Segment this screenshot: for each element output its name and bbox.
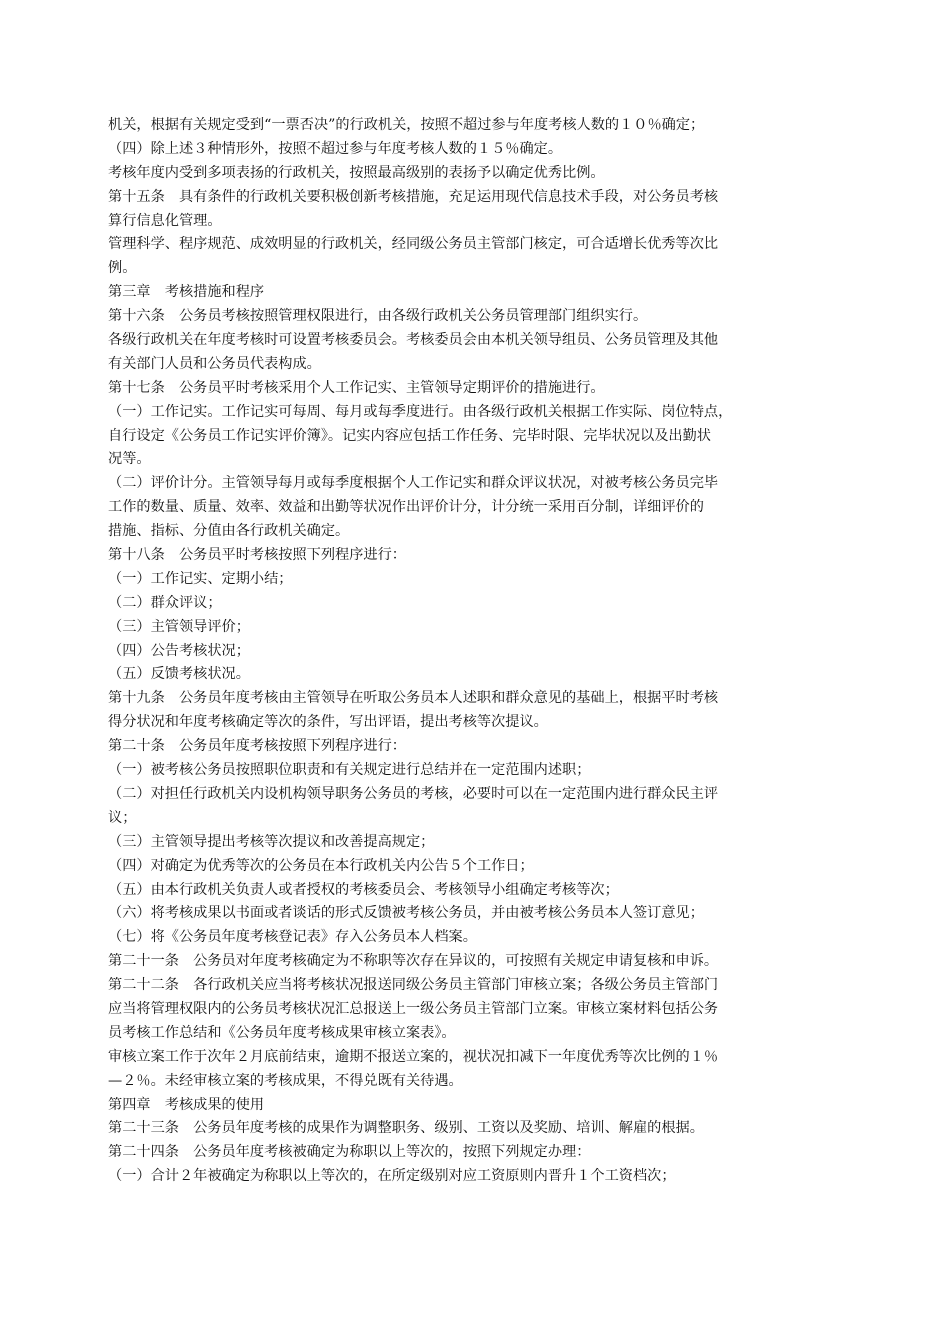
text-line: 第十七条 公务员平时考核采用个人工作记实、主管领导定期评价的措施进行。: [108, 379, 605, 396]
text-line: —２％。未经审核立案的考核成果，不得兑既有关待遇。: [108, 1072, 463, 1089]
text-line: （二）群众评议；: [108, 594, 222, 611]
text-line: 第二十一条 公务员对年度考核确定为不称职等次存在异议的，可按照有关规定申请复核和申诉。: [108, 953, 719, 970]
text-line: 第十五条 具有条件的行政机关要积极创新考核措施，充足运用现代信息技术手段，对公务员考核: [108, 188, 719, 205]
text-line: 第二十三条 公务员年度考核的成果作为调整职务、级别、工资以及奖励、培训、解雇的根据。: [108, 1120, 704, 1137]
text-line: （二）对担任行政机关内设机构领导职务公务员的考核，必要时可以在一定范围内进行群众民主评: [108, 785, 719, 802]
text-line: 考核年度内受到多项表扬的行政机关，按照最高级别的表扬予以确定优秀比例。: [108, 164, 605, 181]
text-line: （六）将考核成果以书面或者谈话的形式反馈被考核公务员，并由被考核公务员本人签订意见；: [108, 905, 704, 922]
text-line: 工作的数量、质量、效率、效益和出勤等状况作出评价计分，计分统一采用百分制，详细评价的: [108, 499, 704, 516]
text-line: 机关，根据有关规定受到“一票否决”的行政机关，按照不超过参与年度考核人数的１０％确定；: [108, 117, 705, 133]
text-line: （四）对确定为优秀等次的公务员在本行政机关内公告５个工作日；: [108, 857, 534, 874]
text-line: 议；: [108, 809, 137, 826]
text-line: 第四章 考核成果的使用: [108, 1096, 265, 1113]
text-line: （二）评价计分。主管领导每月或每季度根据个人工作记实和群众评议状况，对被考核公务员完毕: [108, 475, 719, 492]
text-line: 各级行政机关在年度考核时可设置考核委员会。考核委员会由本机关领导组员、公务员管理及其他: [108, 332, 719, 349]
text-line: 第十八条 公务员平时考核按照下列程序进行：: [108, 547, 406, 564]
text-line: 第二十二条 各行政机关应当将考核状况报送同级公务员主管部门审核立案；各级公务员主管部门: [108, 977, 719, 994]
text-line: 有关部门人员和公务员代表构成。: [108, 355, 321, 372]
text-line: 第十六条 公务员考核按照管理权限进行，由各级行政机关公务员管理部门组织实行。: [108, 308, 648, 325]
text-line: （三）主管领导提出考核等次提议和改善提高规定；: [108, 833, 435, 850]
text-line: 第二十条 公务员年度考核按照下列程序进行：: [108, 738, 406, 755]
text-line: 员考核工作总结和《公务员年度考核成果审核立案表》。: [108, 1024, 456, 1041]
text-line: 第十九条 公务员年度考核由主管领导在听取公务员本人述职和群众意见的基础上，根据平时考核: [108, 690, 719, 707]
text-line: 况等。: [108, 451, 151, 468]
text-line: （五）由本行政机关负责人或者授权的考核委员会、考核领导小组确定考核等次；: [108, 881, 619, 898]
text-line: （一）被考核公务员按照职位职责和有关规定进行总结并在一定范围内述职；: [108, 762, 591, 779]
text-line: （七）将《公务员年度考核登记表》存入公务员本人档案。: [108, 929, 477, 946]
text-line: （一）工作记实、定期小结；: [108, 570, 293, 587]
text-line: （四）公告考核状况；: [108, 642, 250, 659]
text-line: 措施、指标、分值由各行政机关确定。: [108, 523, 350, 540]
text-line: （四）除上述３种情形外，按照不超过参与年度考核人数的１５％确定。: [108, 140, 563, 157]
text-line: 审核立案工作于次年２月底前结束，逾期不报送立案的，视状况扣减下一年度优秀等次比例的１％: [108, 1048, 719, 1065]
text-line: （五）反馈考核状况。: [108, 666, 250, 683]
text-line: 第二十四条 公务员年度考核被确定为称职以上等次的，按照下列规定办理：: [108, 1144, 591, 1161]
text-line: 管理科学、程序规范、成效明显的行政机关，经同级公务员主管部门核定，可合适增长优秀等次比: [108, 236, 719, 253]
text-line: 应当将管理权限内的公务员考核状况汇总报送上一级公务员主管部门立案。审核立案材料包括公务: [108, 1000, 719, 1017]
text-line: （一）合计２年被确定为称职以上等次的，在所定级别对应工资原则内晋升１个工资档次；: [108, 1168, 676, 1185]
text-line: 第三章 考核措施和程序: [108, 284, 265, 301]
text-line: 例。: [108, 260, 137, 277]
text-line: 自行设定《公务员工作记实评价簿》。记实内容应包括工作任务、完毕时限、完毕状况以及出勤状: [108, 427, 711, 444]
document-body: [108, 114, 844, 1189]
text-line: 得分状况和年度考核确定等次的条件，写出评语，提出考核等次提议。: [108, 714, 548, 731]
text-line: （一）工作记实。工作记实可每周、每月或每季度进行。由各级行政机关根据工作实际、岗位特点，: [108, 403, 733, 420]
text-line: （三）主管领导评价；: [108, 618, 250, 635]
text-line: 算行信息化管理。: [108, 212, 222, 229]
